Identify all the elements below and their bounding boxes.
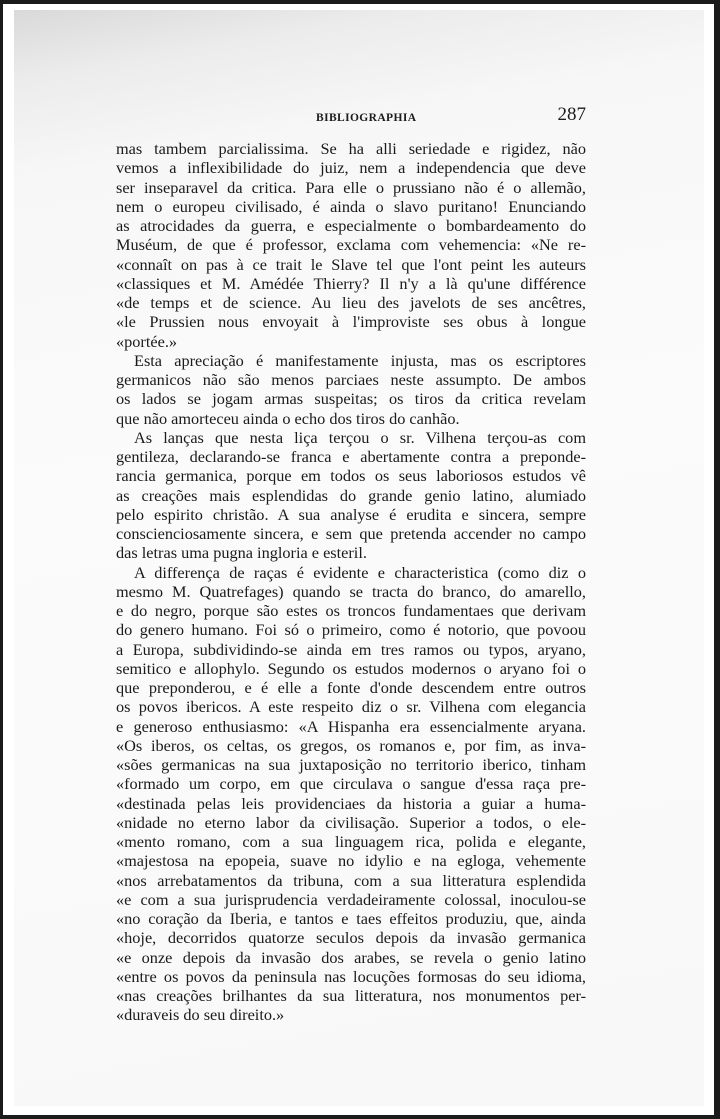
text-line: vemos a inflexibilidade do juiz, nem a independencia que deve	[116, 158, 586, 178]
text-line: «formado um corpo, em que circulava o sangue d'essa raça pre-	[116, 774, 586, 794]
text-line: que preponderou, e é elle a fonte d'onde descendem entre outros	[116, 678, 586, 697]
text-line: A differença de raças é evidente e characteristica (como diz o	[134, 562, 586, 582]
text-line: «nidade no eterno labor da civilisação. Superior a todos, o ele-	[116, 812, 586, 832]
page-number: 287	[557, 104, 586, 125]
text-line: e generoso enthusiasmo: «A Hispanha era essencialmente aryana.	[116, 716, 586, 736]
text-line: rancia germanica, porque em todos os seus laboriosos estudos vê	[116, 466, 586, 486]
text-line: «Os iberos, os celtas, os gregos, os romanos e, por fim, as inva-	[116, 735, 586, 755]
text-line: «e com a sua jurisprudencia verdadeiramente colossal, inoculou-se	[116, 889, 586, 909]
text-line: pelo espirito christão. A sua analyse é erudita e sincera, sempre	[116, 504, 586, 524]
text-line: as creações mais esplendidas do grande genio latino, alumiado	[116, 485, 586, 505]
text-line: das letras uma pugna ingloria e esteril.	[116, 543, 367, 563]
text-line: «no coração da Iberia, e tantos e taes effeitos produziu, que, ainda	[116, 909, 586, 928]
text-line: «mento romano, com a sua linguagem rica, polida e elegante,	[116, 832, 586, 851]
text-line: «le Prussien nous envoyait à l'improviste ses obus à longue	[116, 312, 586, 332]
text-line: «entre os povos da peninsula nas locuções formosas do seu idioma,	[116, 966, 586, 986]
text-line: «destinada pelas leis providenciaes da historia a guiar a huma-	[116, 793, 586, 813]
text-line: nem o europeu civilisado, é ainda o slavo puritano! Enunciando	[116, 196, 586, 216]
text-line: mas tambem parcialissima. Se ha alli seriedade e rigidez, não	[116, 139, 586, 158]
text-line: «sões germanicas na sua juxtaposição no territorio iberico, tinham	[116, 755, 586, 774]
text-line: «classiques et M. Amédée Thierry? Il n'y a là qu'une différence	[116, 273, 586, 293]
text-line: «e onze depois da invasão dos arabes, se revela o genio latino	[116, 947, 586, 967]
text-line: «connaît on pas à ce trait le Slave tel que l'ont peint les auteurs	[116, 254, 586, 274]
text-line: que não amorteceu ainda o echo dos tiros do canhão.	[116, 408, 460, 428]
text-line: do genero humano. Foi só o primeiro, como é notorio, que povoou	[116, 620, 586, 640]
text-line: mesmo M. Quatrefages) quando se tracta do branco, do amarello,	[116, 581, 586, 601]
text-line: «nos arrebatamentos da tribuna, com a sua litteratura esplendida	[116, 870, 586, 890]
text-line: gentileza, declarando-se franca e abertamente contra a preponde-	[116, 447, 586, 466]
text-line: «majestosa na epopeia, suave no idylio e na egloga, vehemente	[116, 851, 586, 871]
text-line: os lados se jogam armas suspeitas; os tiros da critica revelam	[116, 389, 586, 409]
text-line: germanicos não são menos parciaes neste assumpto. De ambos	[116, 370, 586, 389]
text-line: «duraveis do seu direito.»	[116, 1005, 285, 1025]
text-line: As lanças que nesta liça terçou o sr. Vilhena terçou-as com	[134, 427, 586, 447]
text-line: «portée.»	[116, 331, 178, 351]
page-header	[102, 104, 586, 134]
text-line: os povos ibericos. A este respeito diz o sr. Vilhena com elegancia	[116, 697, 586, 717]
body-text	[116, 139, 586, 1025]
text-line: «nas creações brilhantes da sua litteratura, nos monumentos per-	[116, 986, 586, 1005]
text-line: Esta apreciação é manifestamente injusta, mas os escriptores	[134, 350, 586, 370]
text-line: as atrocidades da guerra, e especialmente o bombardeamento do	[116, 216, 586, 235]
running-title: BIBLIOGRAPHIA	[316, 112, 417, 124]
text-line: semitico e allophylo. Segundo os estudos modernos o aryano foi o	[116, 658, 586, 678]
text-line: conscienciosamente sincera, e sem que pretenda accender no campo	[116, 524, 586, 543]
text-line: «hoje, decorridos quatorze seculos depois da invasão germanica	[116, 928, 586, 948]
text-line: Muséum, de que é professor, exclama com vehemencia: «Ne re-	[116, 235, 586, 255]
text-line: «de temps et de science. Au lieu des javelots de ses ancêtres,	[116, 293, 586, 312]
text-line: e do negro, porque são estes os troncos fundamentaes que derivam	[116, 601, 586, 620]
text-line: a Europa, subdividindo-se ainda em tres ramos ou typos, aryano,	[116, 639, 586, 659]
text-line: ser inseparavel da critica. Para elle o prussiano não é o allemão,	[116, 177, 586, 197]
